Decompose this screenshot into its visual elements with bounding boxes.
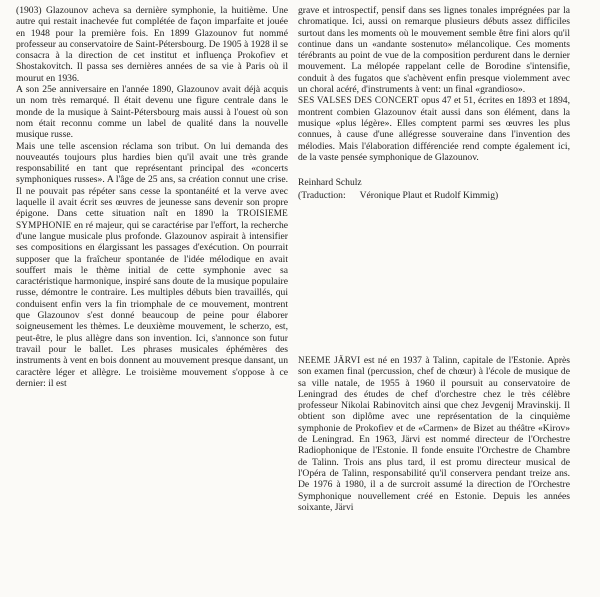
biography-section — [298, 355, 570, 513]
translation-label: (Traduction: — [298, 190, 346, 202]
author-name: Reinhard Schulz — [298, 177, 362, 189]
paragraph-text: opus 47 et 51, écrites en 1893 et 1894, montrent combien Glazounov était aussi dans son élément, dans la musique «plus légère». Elles comptent parmi ses œuvres les plus connues, à cause d'une allégresse souveraine dans l'invention des mélodies. Mais l'élaboration différenciée rend compte également ici, de la vaste pensée symphonique de Glazounov. — [298, 95, 571, 163]
paragraph-third-movement: grave et introspectif, pensif dans ses lignes tonales imprégnées par la chromatique. Ici, aussi on remarque plusieurs débuts assez difficiles surtout dans les moments où le mouvement semble être fini alors qu'il continue dans un «andante sostenuto» mélancolique. Ces moments térébrants au point de vue de la composition perdurent dans le dernier mouvement. La mélopée rappelant celle de Borodine s'intensifie, conduit à des fugatos que s'achèvent enfin presque violemment avec un choral acéré, d'instruments à vent: un final «grandioso». — [298, 5, 570, 96]
biography-text: est né en 1937 à Talinn, capitale de l'Estonie. Après son examen final (percussion, chef de chœur) à l'école de musique de sa ville natale, de 1955 à 1960 il poursuit au conservatoire de Leningrad des études de chef d'orchestre chez le très célèbre professeur Nikolai Rabinovitch ainsi que chez Jevgenij Mravinskij. Il obtient son diplôme avec une représentation de la cinquième symphonie de Prokofiev et de «Carmen» de Bizet au théâtre «Kirov» de Leningrad. En 1963, Järvi est nommé directeur de l'Orchestre Radiophonique de l'Estonie. Il fonde ensuite l'Orchestre de Chambre de Talinn. Trois ans plus tard, il est promu directeur musical de l'Opéra de Talinn, responsabilité qu'il conservera pendant treize ans. De 1976 à 1980, il a de surcroit assumé la direction de l'Orchestre Symphonique nouvellement créé en Estonie. Depuis les années soixante, Järvi — [298, 355, 571, 513]
paragraph-eighth-symphony: (1903) Glazounov acheva sa dernière symphonie, la huitième. Une autre qui restait inachevée fut complétée de façon imparfaite et jouée en 1948 pour la première fois. En 1899 Glazounov fut nommé professeur au conservatoire de Saint-Pétersbourg. De 1905 à 1928 il se consacra à la direction de cet institut et influença Prokofiev et Shostakovitch. Il passa ses dernières années de sa vie à Paris où il mourut en 1936. — [16, 5, 288, 84]
right-column — [298, 5, 570, 202]
biography-paragraph — [298, 355, 570, 513]
left-column — [16, 5, 288, 389]
work-title-concert-waltzes: SES VALSES DES CONCERT — [298, 95, 419, 106]
paragraph-anniversary: A son 25e anniversaire en l'année 1890, Glazounov avait déjà acquis un nom très remarqué. Il était devenu une figure centrale dans le monde de la musique à Saint-Pétersbourg mais aussi à l'ouest où son nom était reconnu comme un label de qualité dans la nouvelle musique russe. — [16, 84, 288, 141]
paragraph-text: Mais une telle ascension réclama son tribut. On lui demanda des nouveautés toujours plus hardies bien qu'il avait une très grande responsabilité en tant que représentant principal des «concerts symphoniques russes». A l'âge de 25 ans, sa création connut une crise. Il ne pouvait pas répéter sans cesse la spontanéité et la verve avec laquelle il avait écrit ses œuvres de jeunesse sans devenir son propre épigone. Dans cette situation naît en 1890 la — [16, 140, 288, 220]
work-title-third-symphony: TROISIEME SYMPHONIE — [16, 208, 288, 230]
conductor-name: NEEME JÄRVI — [298, 355, 361, 365]
paragraph-text: en ré majeur, qui se caractérise par l'effort, la recherche d'une langue musicale plus profonde. Glazounov aspirait à intensifier ses compositions en élargissant les passages d'exécution. On pourrait supposer que la fraîcheur spontanée de l'idée mélodique en avait souffert mais le thème initial de cette symphonie avec sa caractéristique harmonique, inspiré sans doute de la musique populaire russe, démontre le contraire. Les multiples débuts bien travaillés, qui conduisent enfin vers la fin triomphale de ce mouvement, montrent que Glazounov s'est donné beaucoup de peine pour élaborer soigneusement les thèmes. Le deuxième mouvement, le scherzo, est, peut-être, le plus allègre dans son invention. Ici, s'annonce son futur travail pour le ballet. Les phrases musicales éphémères des instruments à vent en bois donnent au mouvement presque dansant, un caractère léger et allègre. Le troisième mouvement s'oppose à ce dernier: il est — [16, 219, 289, 389]
translator-names: Véronique Plaut et Rudolf Kimmig) — [359, 190, 499, 202]
translation-credit — [298, 189, 570, 202]
signature-block — [298, 176, 570, 202]
paragraph-concert-waltzes — [298, 95, 570, 163]
paragraph-third-symphony — [16, 141, 288, 390]
